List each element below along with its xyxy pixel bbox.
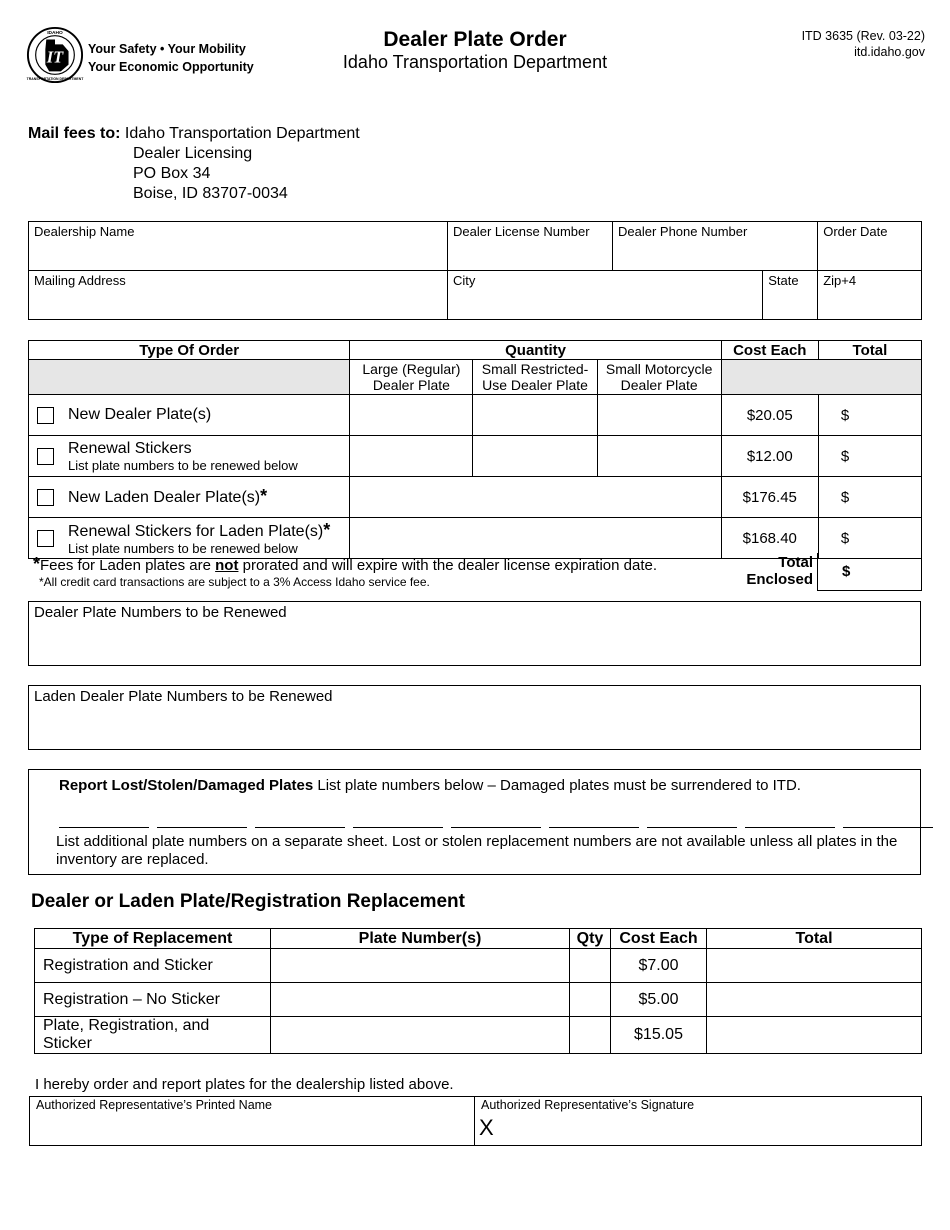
zip-field[interactable]: Zip+4: [818, 271, 922, 320]
asterisk: *: [260, 486, 268, 506]
asterisk: *: [323, 519, 331, 540]
logo-text-bottom: TRANSPORTATION DEPARTMENT: [26, 77, 84, 82]
row-total[interactable]: $: [818, 518, 921, 559]
col-replacement-type: Type of Replacement: [35, 929, 271, 949]
lost-plate-blanks: [59, 815, 933, 828]
total-enclosed-field[interactable]: [817, 553, 922, 591]
qty-motorcycle-input[interactable]: [597, 436, 721, 477]
order-label: New Dealer Plate(s): [68, 406, 212, 423]
dealer-renew-label: Dealer Plate Numbers to be Renewed: [34, 604, 287, 621]
plate-blank[interactable]: [59, 815, 149, 828]
form-subtitle: Idaho Transportation Department: [342, 52, 608, 72]
row-total[interactable]: $: [818, 395, 921, 436]
col-replacement-total: Total: [707, 929, 922, 949]
plate-blank[interactable]: [647, 815, 737, 828]
replacement-heading: Dealer or Laden Plate/Registration Replacement: [31, 891, 465, 912]
order-row-renewal-stickers: [29, 436, 922, 477]
plate-blank[interactable]: [843, 815, 933, 828]
replacement-row: [35, 949, 922, 983]
qty-motorcycle-input[interactable]: [597, 395, 721, 436]
col-quantity: Quantity: [350, 341, 721, 360]
replacement-cost: $5.00: [611, 983, 707, 1017]
tagline-line2: Your Economic Opportunity: [88, 60, 254, 74]
col-total: Total: [818, 341, 921, 360]
qty-laden-input[interactable]: [350, 477, 721, 518]
signature-x-mark: X: [479, 1115, 494, 1140]
col-plate-numbers: Plate Number(s): [271, 929, 570, 949]
replacement-cost: $7.00: [611, 949, 707, 983]
lost-instruction: List plate numbers below – Damaged plates must be surrendered to ITD.: [313, 777, 801, 794]
plate-number-input[interactable]: [271, 949, 570, 983]
dealer-renew-numbers-field[interactable]: [28, 601, 921, 666]
checkbox[interactable]: [37, 530, 54, 547]
replacement-table: [34, 928, 922, 1054]
mail-fees-address: [28, 124, 360, 204]
qty-large-input[interactable]: [350, 395, 473, 436]
order-label: Renewal Stickers for Laden Plate(s): [68, 522, 324, 540]
replacement-total-input[interactable]: [707, 949, 922, 983]
order-note: List plate numbers to be renewed below: [68, 540, 298, 556]
plate-number-input[interactable]: [271, 983, 570, 1017]
sub-large-plate: Large (Regular) Dealer Plate: [350, 360, 473, 395]
plate-blank[interactable]: [451, 815, 541, 828]
col-type-of-order: Type Of Order: [29, 341, 350, 360]
total-enclosed-value: $: [842, 563, 851, 580]
cost-each: $176.45: [721, 477, 818, 518]
laden-footnote: [33, 556, 657, 591]
total-label-line2: Enclosed: [746, 571, 813, 588]
order-row-new-dealer: [29, 395, 922, 436]
replacement-total-input[interactable]: [707, 983, 922, 1017]
plate-blank[interactable]: [255, 815, 345, 828]
row-total[interactable]: $: [818, 436, 921, 477]
replacement-type: Plate, Registration, and Sticker: [35, 1017, 271, 1054]
footnote-text-post: prorated and will expire with the dealer license expiration date.: [238, 557, 658, 574]
order-row-renewal-laden: [29, 518, 922, 559]
logo-text-top: IDAHO: [47, 31, 63, 37]
replacement-row: [35, 1017, 922, 1054]
plate-blank[interactable]: [157, 815, 247, 828]
replacement-type: Registration – No Sticker: [35, 983, 271, 1017]
order-row-new-laden: [29, 477, 922, 518]
cost-each: $12.00: [721, 436, 818, 477]
order-label: Renewal Stickers: [68, 439, 192, 457]
printed-name-label: Authorized Representative’s Printed Name: [36, 1098, 273, 1112]
total-label-line1: Total: [778, 554, 813, 571]
sub-motorcycle-plate: Small Motorcycle Dealer Plate: [597, 360, 721, 395]
qty-input[interactable]: [570, 983, 611, 1017]
sub-header-blank: [29, 360, 350, 395]
footnote-text-pre: Fees for Laden plates are: [40, 557, 216, 574]
state-field[interactable]: State: [763, 271, 818, 320]
plate-blank[interactable]: [549, 815, 639, 828]
dealership-name-field[interactable]: Dealership Name: [29, 222, 448, 271]
order-date-field[interactable]: Order Date: [818, 222, 922, 271]
qty-small-input[interactable]: [473, 436, 597, 477]
website-link[interactable]: itd.idaho.gov: [854, 45, 925, 59]
col-cost-each: Cost Each: [721, 341, 818, 360]
footnote-not: not: [215, 557, 239, 574]
printed-name-field[interactable]: [30, 1097, 475, 1146]
qty-input[interactable]: [570, 949, 611, 983]
cost-each: $20.05: [721, 395, 818, 436]
mail-line1: Idaho Transportation Department: [124, 125, 360, 142]
lost-heading: Report Lost/Stolen/Damaged Plates: [59, 777, 314, 794]
sub-small-restricted-plate: Small Restricted-Use Dealer Plate: [473, 360, 597, 395]
plate-blank[interactable]: [745, 815, 835, 828]
cost-each: $168.40: [721, 518, 818, 559]
lost-note: List additional plate numbers on a separate sheet. Lost or stolen replacement numbers are not available unless all plates in the inventory are replaced.: [56, 833, 898, 868]
qty-laden-renewal-input[interactable]: [350, 518, 721, 559]
footnote-star: *: [33, 554, 41, 574]
checkbox[interactable]: [37, 448, 54, 465]
qty-input[interactable]: [570, 1017, 611, 1054]
qty-large-input[interactable]: [350, 436, 473, 477]
total-enclosed-label: [720, 554, 813, 588]
signature-table: [29, 1096, 922, 1146]
replacement-cost: $15.05: [611, 1017, 707, 1054]
order-table: [28, 340, 922, 559]
replacement-total-input[interactable]: [707, 1017, 922, 1054]
order-statement: I hereby order and report plates for the dealership listed above.: [35, 1076, 454, 1093]
dealer-info-table: [28, 221, 922, 320]
dealer-phone-field[interactable]: Dealer Phone Number: [613, 222, 818, 271]
checkbox[interactable]: [37, 407, 54, 424]
form-number: ITD 3635 (Rev. 03-22): [801, 29, 925, 43]
dealer-license-field[interactable]: Dealer License Number: [448, 222, 613, 271]
sub-header-blank-right: [721, 360, 921, 395]
mail-fees-label: Mail fees to:: [28, 125, 121, 142]
qty-small-input[interactable]: [473, 395, 597, 436]
credit-card-fee-note: *All credit card transactions are subject to a 3% Access Idaho service fee.: [39, 575, 430, 589]
laden-renew-label: Laden Dealer Plate Numbers to be Renewed: [34, 688, 333, 705]
checkbox[interactable]: [37, 489, 54, 506]
laden-renew-numbers-field[interactable]: [28, 685, 921, 750]
signature-field[interactable]: [475, 1097, 922, 1146]
tagline-line1: Your Safety • Your Mobility: [88, 42, 246, 56]
lost-stolen-section: [28, 769, 921, 875]
mail-line4: Boise, ID 83707-0034: [133, 185, 288, 202]
signature-label: Authorized Representative’s Signature: [481, 1098, 695, 1112]
replacement-row: [35, 983, 922, 1017]
svg-text:IT: IT: [46, 47, 64, 67]
replacement-type: Registration and Sticker: [35, 949, 271, 983]
mail-line3: PO Box 34: [133, 165, 211, 182]
mailing-address-field[interactable]: Mailing Address: [29, 271, 448, 320]
col-replacement-cost: Cost Each: [611, 929, 707, 949]
plate-blank[interactable]: [353, 815, 443, 828]
row-total[interactable]: $: [818, 477, 921, 518]
order-note: List plate numbers to be renewed below: [68, 457, 298, 473]
order-label: New Laden Dealer Plate(s): [68, 489, 261, 506]
col-qty: Qty: [570, 929, 611, 949]
plate-number-input[interactable]: [271, 1017, 570, 1054]
form-title: Dealer Plate Order: [383, 28, 567, 51]
city-field[interactable]: City: [448, 271, 763, 320]
form-number-block: [802, 28, 925, 60]
mail-line2: Dealer Licensing: [133, 145, 253, 162]
